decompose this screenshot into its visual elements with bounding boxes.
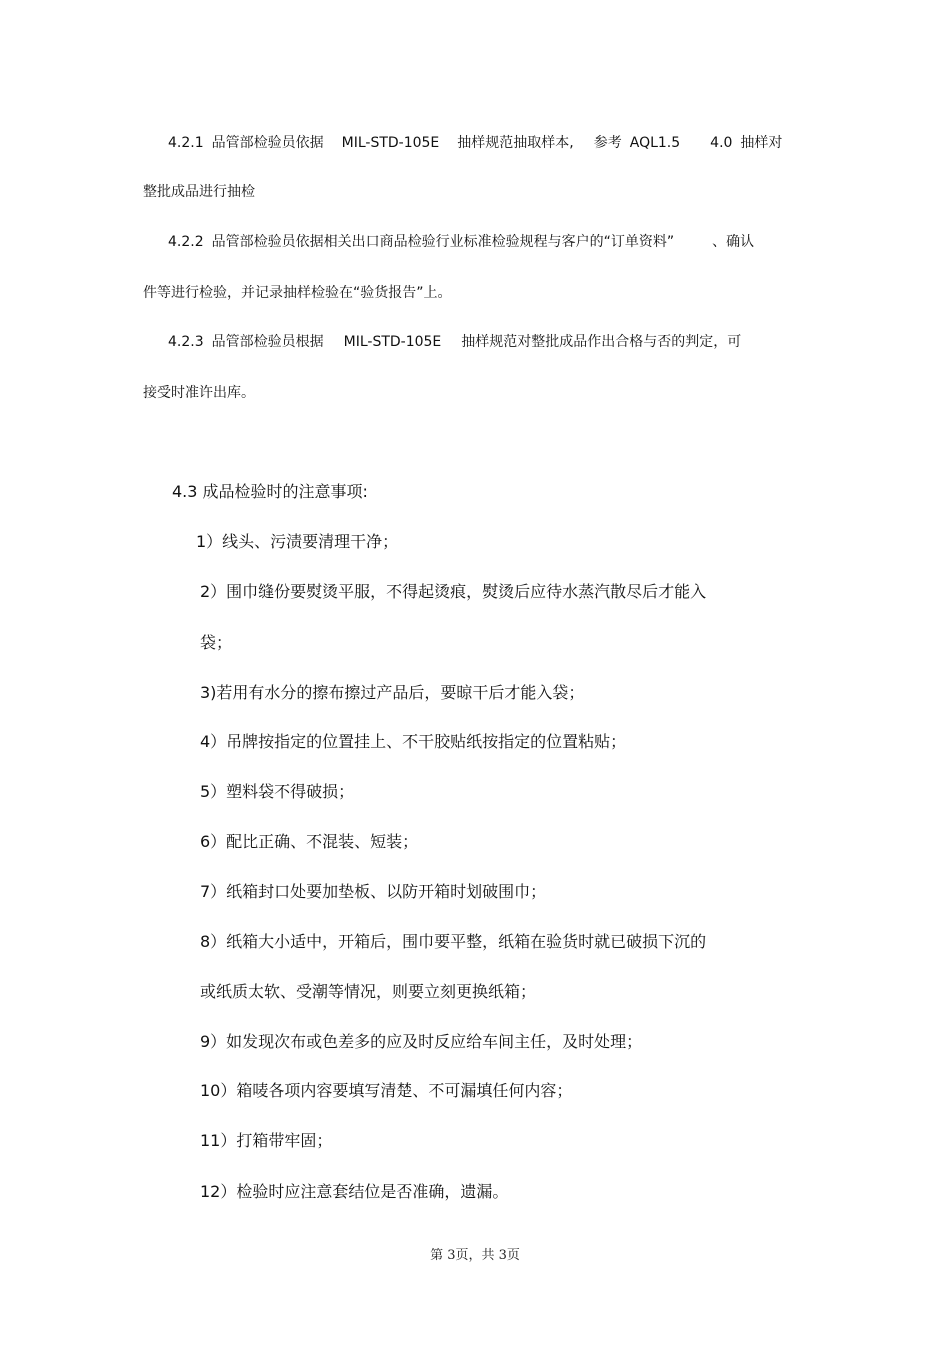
list-item: 5）塑料袋不得破损； [200, 782, 355, 801]
clause-number: 4.2.2 [168, 234, 204, 250]
standard-code: MIL-STD-105E [341, 135, 440, 151]
clause-4-2-1-line-1 [168, 133, 782, 153]
list-item-continuation: 袋； [200, 633, 233, 652]
clause-4-2-3-line-1 [168, 332, 741, 352]
clause-text: 品管部检验员依据 [211, 135, 324, 151]
clause-4-2-1-line-2: 整批成品进行抽检 [143, 184, 255, 200]
clause-text: 抽样规范抽取样本, [457, 135, 574, 151]
clause-text: 品管部检验员依据相关出口商品检验行业标准检验规程与客户的“订单资料” [211, 234, 675, 250]
clause-text: 参考 [593, 135, 622, 151]
list-item: 3)若用有水分的擦布擦过产品后，要晾干后才能入袋； [200, 683, 585, 702]
clause-4-2-2-line-2: 件等进行检验，并记录抽样检验在“验货报告”上。 [143, 285, 452, 301]
clause-text: 抽样对 [740, 135, 783, 151]
list-item: 7）纸箱封口处要加垫板、以防开箱时划破围巾； [200, 882, 547, 901]
list-item: 8）纸箱大小适中，开箱后，围巾要平整，纸箱在验货时就已破损下沉的 [200, 932, 707, 951]
section-4-3-heading: 4.3 成品检验时的注意事项: [172, 482, 368, 501]
clause-number: 4.2.1 [168, 135, 204, 151]
clause-4-2-3-line-2: 接受时准许出库。 [143, 385, 255, 401]
aql-value: AQL1.5 [629, 135, 681, 151]
list-item: 10）箱唛各项内容要填写清楚、不可漏填任何内容； [200, 1081, 573, 1100]
clause-text: 、确认 [712, 234, 755, 250]
list-item: 2）围巾缝份要熨烫平服，不得起烫痕，熨烫后应待水蒸汽散尽后才能入 [200, 582, 707, 601]
list-item: 6）配比正确、不混装、短装； [200, 832, 419, 851]
list-item: 4）吊牌按指定的位置挂上、不干胶贴纸按指定的位置粘贴； [200, 732, 627, 751]
list-item-continuation: 或纸质太软、受潮等情况，则要立刻更换纸箱； [200, 982, 537, 1001]
list-item: 11）打箱带牢固； [200, 1131, 333, 1150]
standard-code: MIL-STD-105E [343, 334, 442, 350]
aql-value-2: 4.0 [710, 135, 733, 151]
clause-text: 抽样规范对整批成品作出合格与否的判定，可 [461, 334, 742, 350]
clause-text: 品管部检验员根据 [211, 334, 324, 350]
list-item: 1）线头、污渍要清理干净； [196, 532, 399, 551]
clause-4-2-2-line-1 [168, 232, 754, 252]
page-footer: 第 3页，共 3页 [430, 1248, 520, 1263]
list-item: 12）检验时应注意套结位是否准确，遗漏。 [200, 1182, 509, 1201]
list-item: 9）如发现次布或色差多的应及时反应给车间主任，及时处理； [200, 1032, 643, 1051]
clause-number: 4.2.3 [168, 334, 204, 350]
